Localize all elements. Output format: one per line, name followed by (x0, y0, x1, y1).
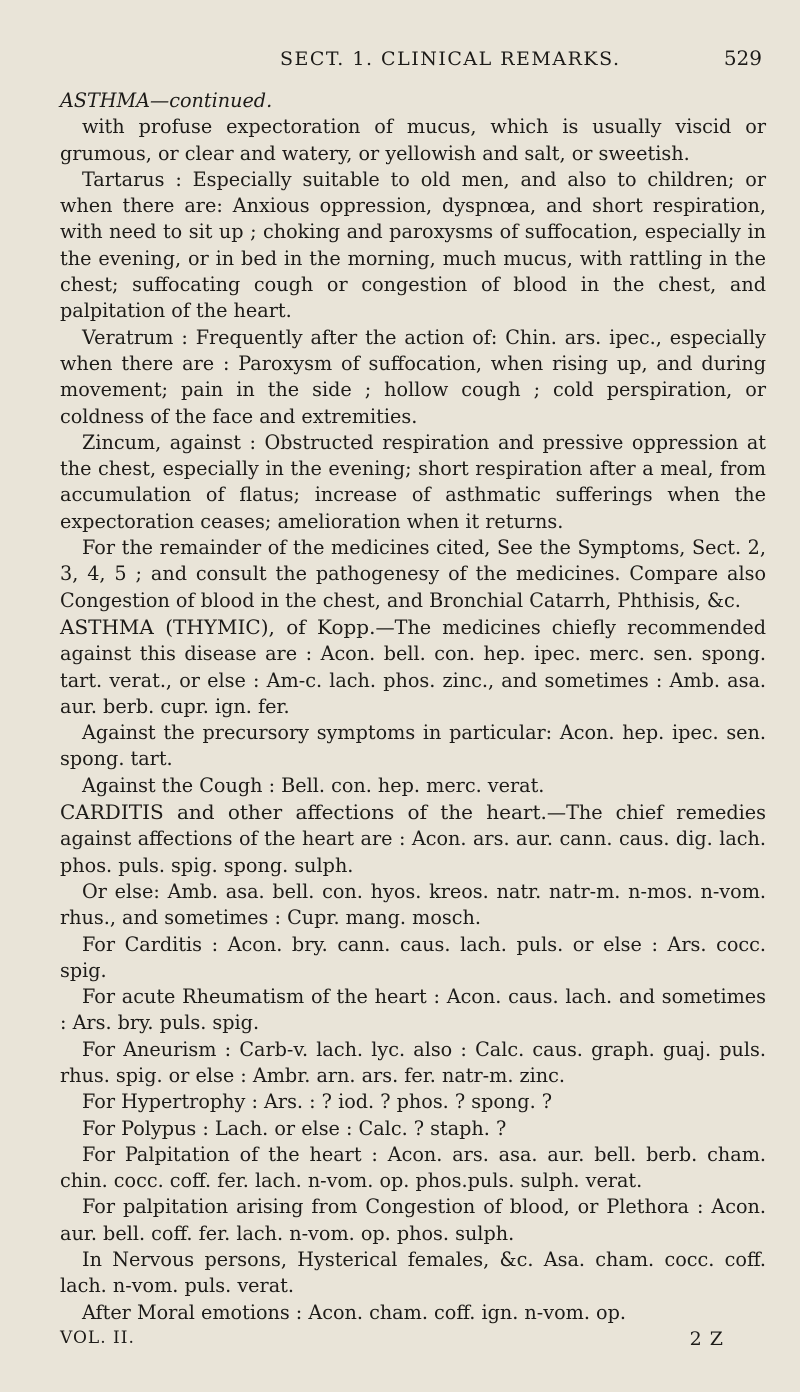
entry-asthma-thymic (60, 614, 766, 720)
page-number: 529 (723, 46, 762, 70)
carditis-text: —The chief remedies against affections of the heart are : Acon. ars. aur. cann. caus. dig. lach. phos. puls. spig. spong. sulph. (60, 801, 766, 877)
paragraph-for-carditis: For Carditis : Acon. bry. cann. caus. lach. puls. or else : Ars. cocc. spig. (60, 932, 766, 982)
asthma-thymic-text: —The medicines chiefly recommended against this disease are : Acon. bell. con. hep. ipec. merc. sen. spong. tart. verat., or else : Am-c. lach. phos. zinc., and sometimes : Amb. asa. aur. berb. cupr. ign. fer. (60, 615, 766, 718)
paragraph-tartarus: Tartarus : Especially suitable to old men, and also to children; or when there are: Anxious oppression, dyspnœa, and short respiration, with need to sit up ; choking and paroxysms of suffocation, especially in the evening, or in bed in the morning, much mucus, with rattling in the chest; suffocating cough or congestion of blood in the chest, and palpitation of the heart. (60, 167, 766, 323)
paragraph-veratrum: Veratrum : Frequently after the action of: Chin. ars. ipec., especially when there are : Paroxysm of suffocation, when rising up, and during movement; pain in the side ; hollow cough ; cold perspiration, or coldness of the face and extremities. (60, 325, 766, 428)
paragraph-moral: After Moral emotions : Acon. cham. coff. ign. n-vom. op. (82, 1300, 626, 1324)
page-body (60, 88, 766, 1326)
paragraph-remainder: For the remainder of the medicines cited, See the Symptoms, Sect. 2, 3, 4, 5 ; and consult the pathogenesy of the medicines. Compare also Congestion of blood in the chest, and Bronchial Catarrh, Phthisis, &c. (60, 536, 766, 612)
volume-label: VOL. II. (60, 1327, 135, 1348)
signature-mark: 2 Z (689, 1327, 724, 1350)
heading-carditis: CARDITIS and other affections of the heart. (60, 800, 547, 825)
paragraph-cough: Against the Cough : Bell. con. hep. merc. verat. (82, 773, 545, 797)
paragraph-precursory: Against the precursory symptoms in particular: Acon. hep. ipec. sen. spong. tart. (60, 721, 766, 771)
paragraph-hypertrophy: For Hypertrophy : Ars. : ? iod. ? phos. ? spong. ? (82, 1090, 553, 1114)
paragraph-rheumatism: For acute Rheumatism of the heart : Acon. caus. lach. and sometimes : Ars. bry. puls. spig. (60, 985, 766, 1035)
paragraph-aneurism: For Aneurism : Carb-v. lach. lyc. also : Calc. caus. graph. guaj. puls. rhus. spig. or else : Ambr. arn. ars. fer. natr-m. zinc. (60, 1037, 766, 1087)
paragraph-palpitation: For Palpitation of the heart : Acon. ars. asa. aur. bell. berb. cham. chin. cocc. coff. fer. lach. n-vom. op. phos.puls. sulph. verat. (60, 1142, 766, 1193)
paragraph-zincum: Zincum, against : Obstructed respiration and pressive oppression at the chest, especially in the evening; short respiration after a meal, from accumulation of flatus; increase of asthmatic sufferings when the expectoration ceases; amelioration when it returns. (60, 430, 766, 533)
running-head: SECT. 1. CLINICAL REMARKS. (280, 48, 621, 70)
paragraph-intro: with profuse expectoration of mucus, which is usually viscid or grumous, or clear and watery, or yellowish and salt, or sweetish. (60, 115, 766, 165)
page-footer (60, 1328, 766, 1354)
page-header (60, 44, 766, 88)
heading-asthma-thymic: ASTHMA (THYMIC), of Kopp. (60, 614, 376, 639)
section-title-asthma: ASTHMA—continued. (60, 89, 273, 112)
paragraph-polypus: For Polypus : Lach. or else : Calc. ? staph. ? (82, 1116, 507, 1140)
entry-carditis (60, 799, 766, 879)
paragraph-congestion: For palpitation arising from Congestion of blood, or Plethora : Acon. aur. bell. coff. fer. lach. n-vom. op. phos. sulph. (60, 1195, 766, 1245)
paragraph-nervous: In Nervous persons, Hysterical females, &c. Asa. cham. cocc. coff. lach. n-vom. puls. verat. (60, 1248, 766, 1298)
paragraph-or-else: Or else: Amb. asa. bell. con. hyos. kreos. natr. natr-m. n-mos. n-vom. rhus., and sometimes : Cupr. mang. mosch. (60, 879, 766, 930)
